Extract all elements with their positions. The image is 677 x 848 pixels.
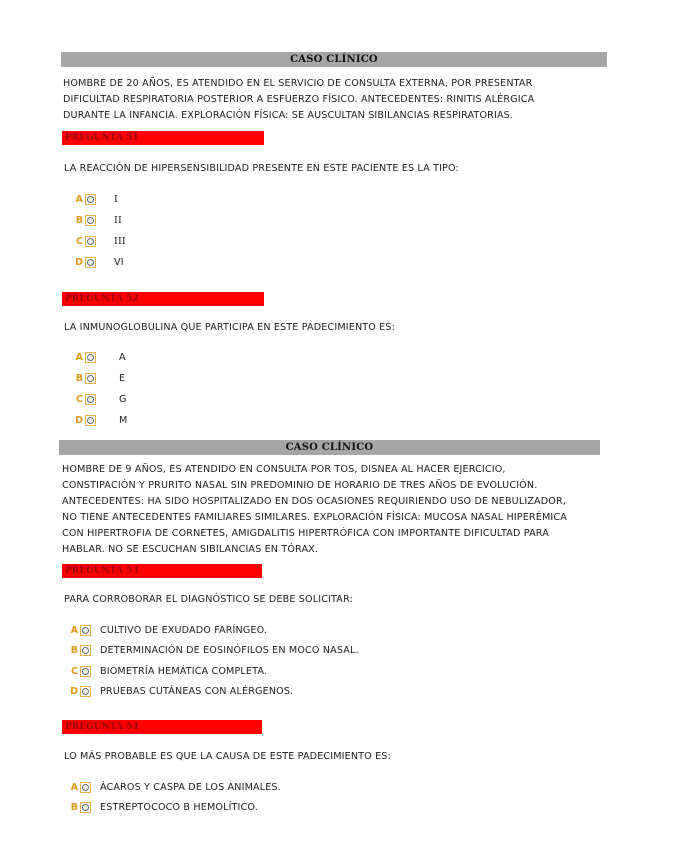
radio-icon (82, 647, 89, 654)
option-letter: C (71, 665, 78, 677)
radio-icon (87, 417, 94, 424)
option-51-d[interactable] (73, 252, 126, 273)
option-letter: B (75, 373, 83, 384)
option-text: PRUEBAS CUTÁNEAS CON ALÉRGENOS. (100, 686, 294, 698)
question-label-53: PREGUNTA 53 (62, 564, 262, 578)
option-letter: B (75, 215, 83, 226)
options-53 (68, 620, 359, 702)
radio-icon (87, 396, 94, 403)
radio-button[interactable] (85, 236, 96, 247)
radio-icon (82, 668, 89, 675)
option-letter: D (75, 257, 83, 268)
option-text: I (114, 194, 118, 205)
radio-icon (87, 259, 94, 266)
radio-button[interactable] (80, 782, 91, 793)
radio-icon (82, 784, 89, 791)
option-letter: A (70, 624, 78, 636)
option-53-a[interactable] (68, 620, 359, 641)
option-54-a[interactable] (68, 777, 281, 798)
option-letter: A (75, 352, 83, 363)
case-header-2: CASO CLÍNICO (59, 440, 600, 455)
radio-icon (87, 238, 94, 245)
radio-button[interactable] (80, 666, 91, 677)
option-53-b[interactable] (68, 641, 359, 662)
option-letter: D (75, 415, 83, 426)
radio-button[interactable] (85, 415, 96, 426)
radio-button[interactable] (85, 373, 96, 384)
radio-icon (87, 217, 94, 224)
radio-button[interactable] (80, 625, 91, 636)
radio-button[interactable] (85, 394, 96, 405)
option-51-a[interactable] (73, 189, 126, 210)
option-text: VI (114, 257, 124, 268)
radio-icon (87, 196, 94, 203)
option-text: DETERMINACIÓN DE EOSINÓFILOS EN MOCO NASAL. (100, 645, 359, 657)
radio-icon (82, 627, 89, 634)
radio-icon (87, 375, 94, 382)
option-51-b[interactable] (73, 210, 126, 231)
radio-icon (87, 354, 94, 361)
question-label-51: PREGUNTA 51 (62, 131, 264, 145)
case-header-1: CASO CLÍNICO (61, 52, 607, 67)
option-text: E (119, 373, 126, 384)
option-53-c[interactable] (68, 661, 359, 682)
option-51-c[interactable] (73, 231, 126, 252)
option-text: G (119, 394, 127, 405)
option-text: ESTREPTOCOCO B HEMOLÍTICO. (100, 802, 258, 814)
radio-button[interactable] (85, 257, 96, 268)
radio-button[interactable] (80, 802, 91, 813)
option-52-b[interactable] (73, 368, 127, 389)
option-letter: D (70, 686, 78, 698)
option-52-a[interactable] (73, 347, 127, 368)
radio-button[interactable] (80, 645, 91, 656)
option-letter: C (76, 236, 83, 247)
option-letter: A (75, 194, 83, 205)
radio-icon (82, 688, 89, 695)
radio-button[interactable] (85, 194, 96, 205)
radio-button[interactable] (85, 352, 96, 363)
option-53-d[interactable] (68, 682, 359, 703)
question-text-54: LO MÁS PROBABLE ES QUE LA CAUSA DE ESTE PADECIMIENTO ES: (64, 751, 391, 762)
option-text: CULTIVO DE EXUDADO FARÍNGEO. (100, 624, 268, 636)
options-54 (68, 777, 281, 818)
options-52 (73, 347, 127, 431)
question-label-54: PREGUNTA 54 (62, 720, 262, 734)
option-text: ÁCAROS Y CASPA DE LOS ANIMALES. (100, 781, 281, 793)
option-text: III (114, 236, 126, 247)
radio-button[interactable] (80, 686, 91, 697)
option-text: BIOMETRÍA HEMÁTICA COMPLETA. (100, 665, 268, 677)
question-text-53: PARA CORROBORAR EL DIAGNÓSTICO SE DEBE SOLICITAR: (64, 594, 353, 605)
option-letter: B (70, 802, 78, 814)
case-text-2: HOMBRE DE 9 AÑOS, ES ATENDIDO EN CONSULTA POR TOS, DISNEA AL HACER EJERCICIO, CONSTIPACIÓN Y PRURITO NASAL SIN PREDOMINIO DE HORARIO DE TRES AÑOS DE EVOLUCIÓN. ANTECEDENTES: HA SIDO HOSPITALIZADO EN DOS OCASIONES REQUIRIENDO USO DE NEBULIZADOR, NO TIENE ANTECEDENTES FAMILIARES SIMILARES. EXPLORACIÓN FÍSICA: MUCOSA NASAL HIPERÉMICA CON HIPERTROFIA DE CORNETES, AMIGDALITIS HIPERTRÓFICA CON IMPORTANTE DIFICULTAD PARA HABLAR. NO SE ESCUCHAN SIBILANCIAS EN TÓRAX. (62, 464, 567, 555)
option-52-d[interactable] (73, 410, 127, 431)
question-text-52: LA INMUNOGLOBULINA QUE PARTICIPA EN ESTE PADECIMIENTO ES: (64, 322, 396, 333)
option-text: M (119, 415, 128, 426)
question-text-51: LA REACCIÓN DE HIPERSENSIBILIDAD PRESENTE EN ESTE PACIENTE ES LA TIPO: (64, 163, 459, 174)
option-letter: C (76, 394, 83, 405)
option-letter: B (70, 645, 78, 657)
option-text: A (119, 352, 126, 363)
radio-button[interactable] (85, 215, 96, 226)
radio-icon (82, 804, 89, 811)
option-54-b[interactable] (68, 798, 281, 819)
option-52-c[interactable] (73, 389, 127, 410)
option-letter: A (70, 781, 78, 793)
case-text-1: HOMBRE DE 20 AÑOS, ES ATENDIDO EN EL SERVICIO DE CONSULTA EXTERNA, POR PRESENTAR DIFICULTAD RESPIRATORIA POSTERIOR A ESFUERZO FÍSICO. ANTECEDENTES: RINITIS ALÉRGICA DURANTE LA INFANCIA. EXPLORACIÓN FÍSICA: SE AUSCULTAN SIBILANCIAS RESPIRATORIAS. (63, 78, 535, 121)
question-label-52: PREGUNTA 52 (62, 292, 264, 306)
option-text: II (114, 215, 122, 226)
options-51 (73, 189, 126, 273)
